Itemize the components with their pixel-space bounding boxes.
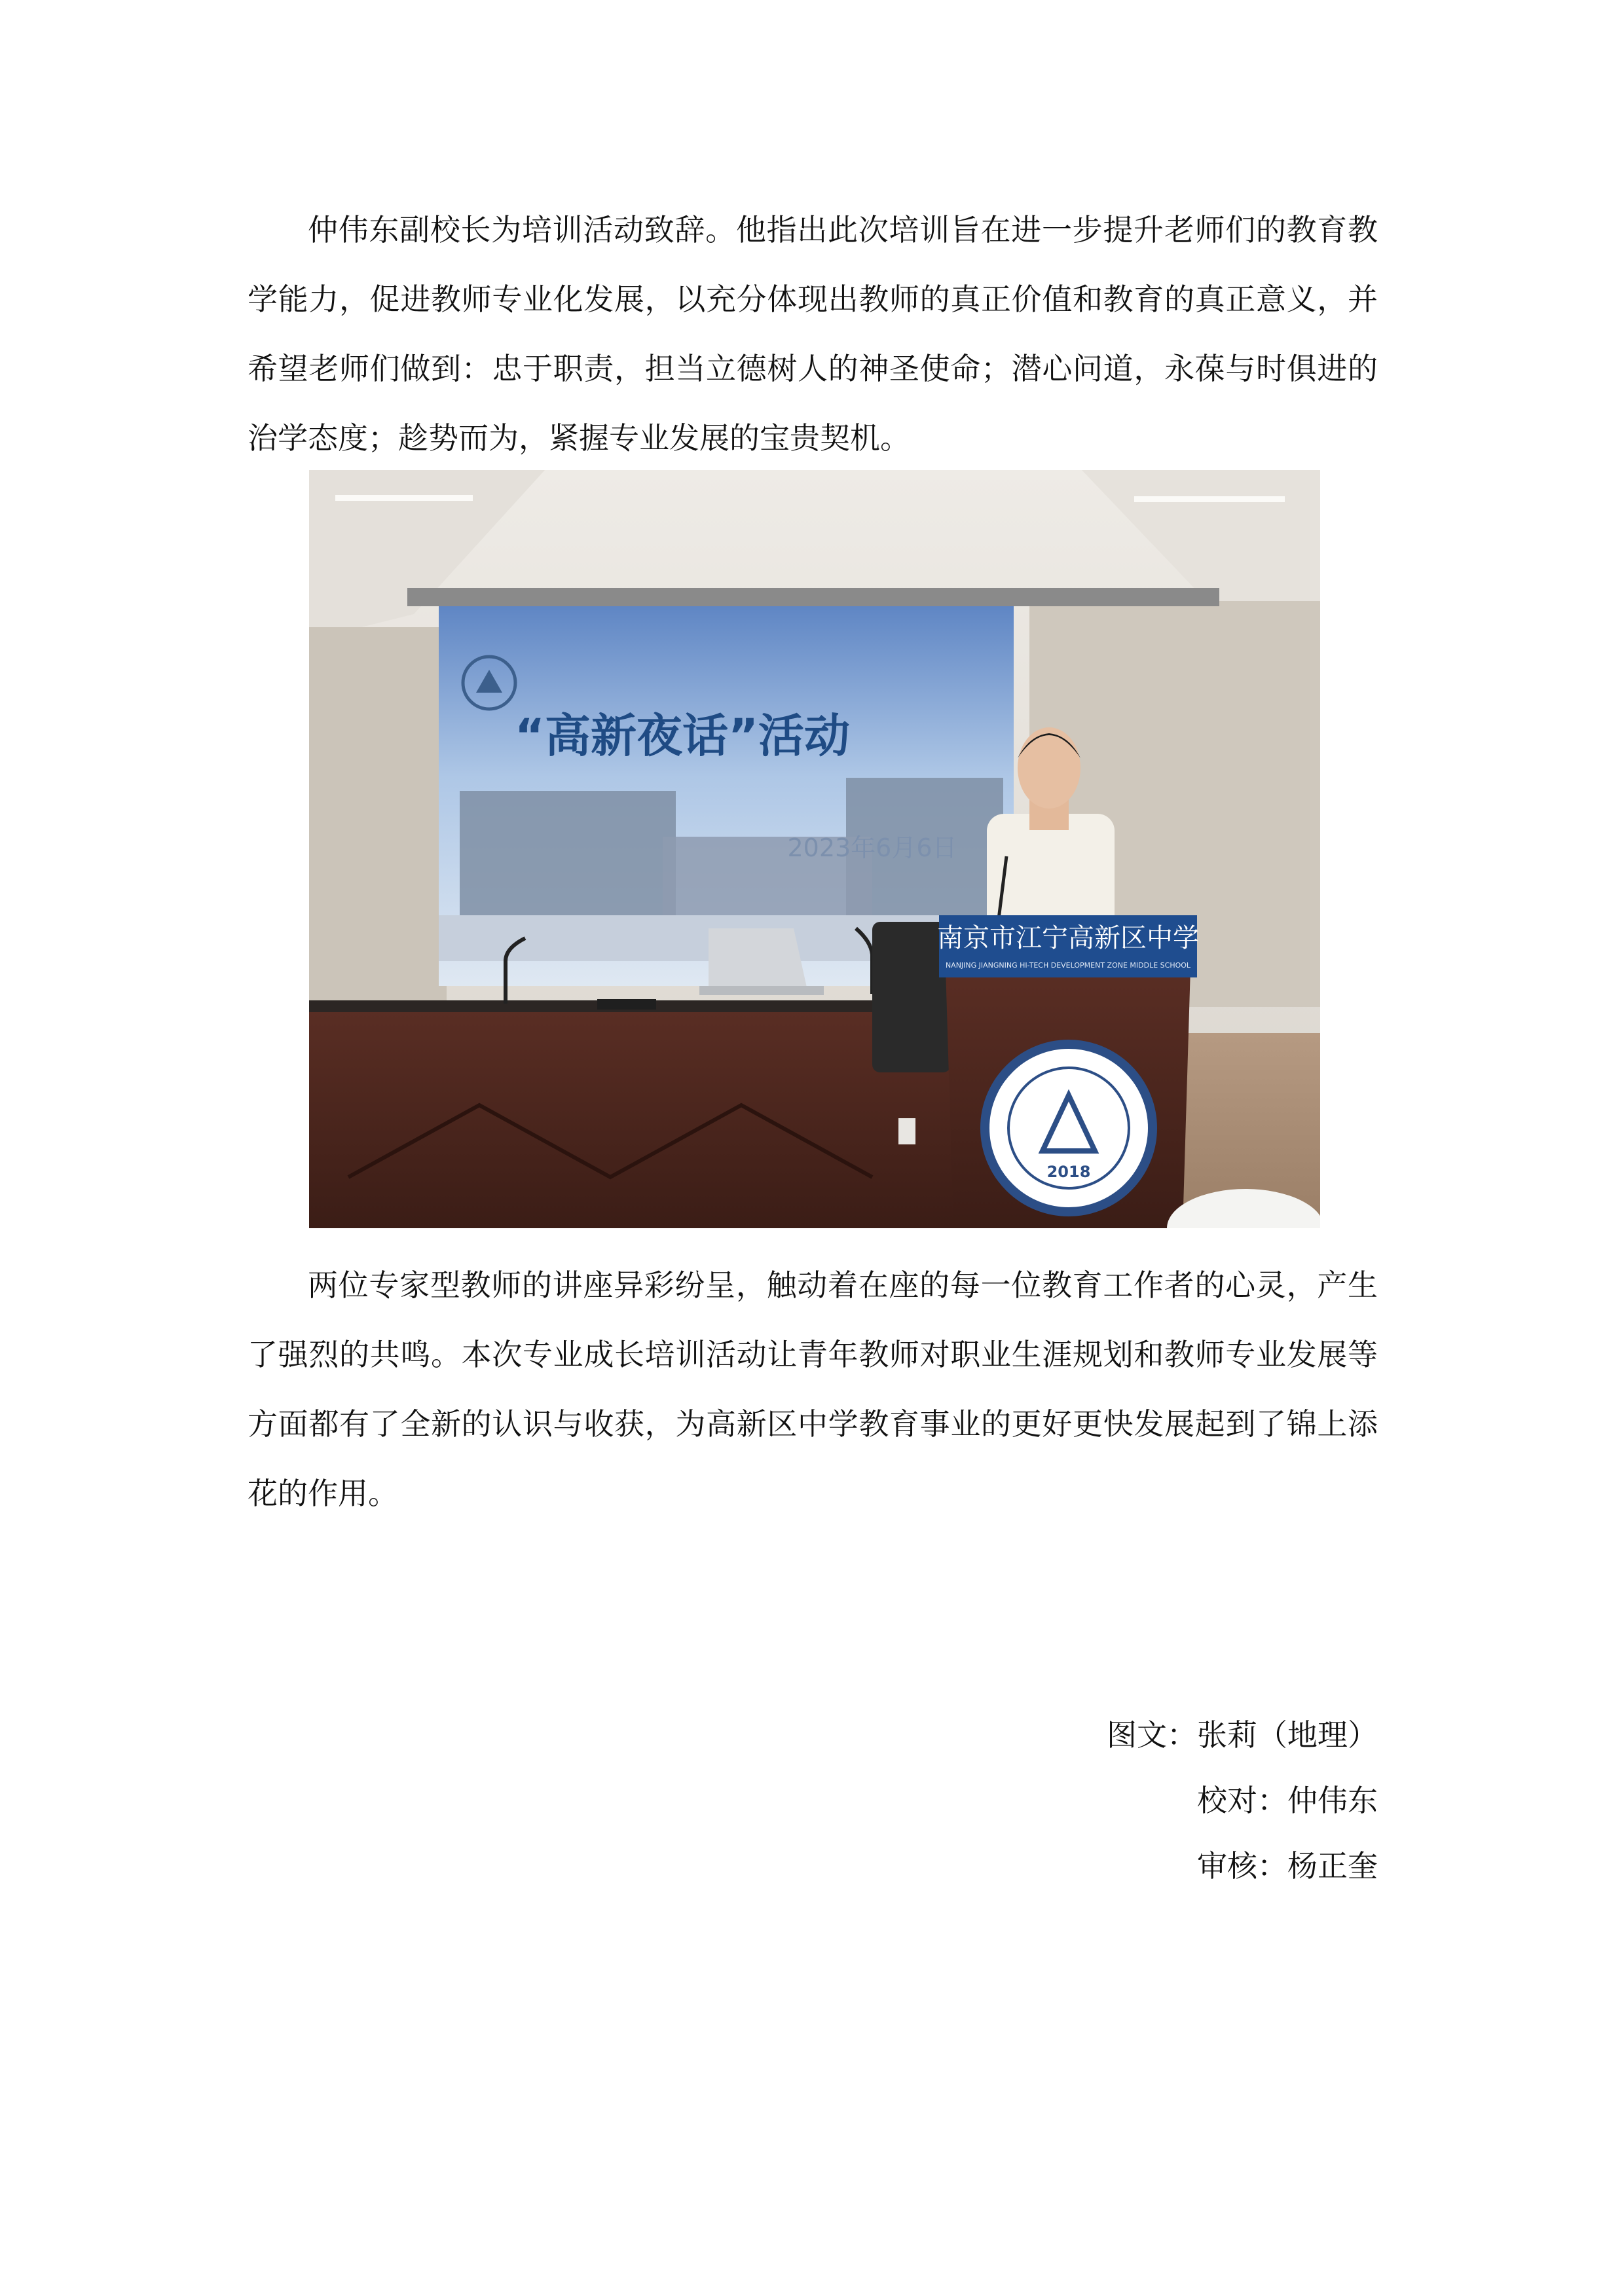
event-photo-scene	[309, 470, 1320, 1228]
podium-banner: 南京市江宁高新区中学	[937, 923, 1199, 953]
paragraph-summary: 两位专家型教师的讲座异彩纷呈，触动着在座的每一位教育工作者的心灵，产生了强烈的共鸣。本次专业成长培训活动让青年教师对职业生涯规划和教师专业发展等方面都有了全新的认识与收获，为高新区中学教育事业的更好更快发展起到了锦上添花的作用。	[248, 1267, 1378, 1511]
reviewer-credit: 审核：杨正奎	[1197, 1848, 1378, 1884]
credits-block	[1107, 1702, 1378, 1899]
event-photo	[309, 470, 1320, 1228]
emblem-year: 2018	[1046, 1163, 1091, 1181]
paragraph-speech: 仲伟东副校长为培训活动致辞。他指出此次培训旨在进一步提升老师们的教育教学能力，促进教师专业化发展，以充分体现出教师的真正价值和教育的真正意义，并希望老师们做到：忠于职责，担当立德树人的神圣使命；潜心问道，永葆与时俱进的治学态度；趁势而为，紧握专业发展的宝贵契机。	[248, 212, 1378, 456]
author-credit: 图文：张莉（地理）	[1107, 1717, 1378, 1753]
proofreader-credit: 校对：仲伟东	[1197, 1783, 1378, 1818]
slide-date: 2023年6月6日	[787, 833, 957, 862]
podium-banner-en: NANJING JIANGNING HI-TECH DEVELOPMENT ZONE MIDDLE SCHOOL	[945, 961, 1191, 970]
slide-title: “高新夜话”活动	[514, 709, 851, 763]
